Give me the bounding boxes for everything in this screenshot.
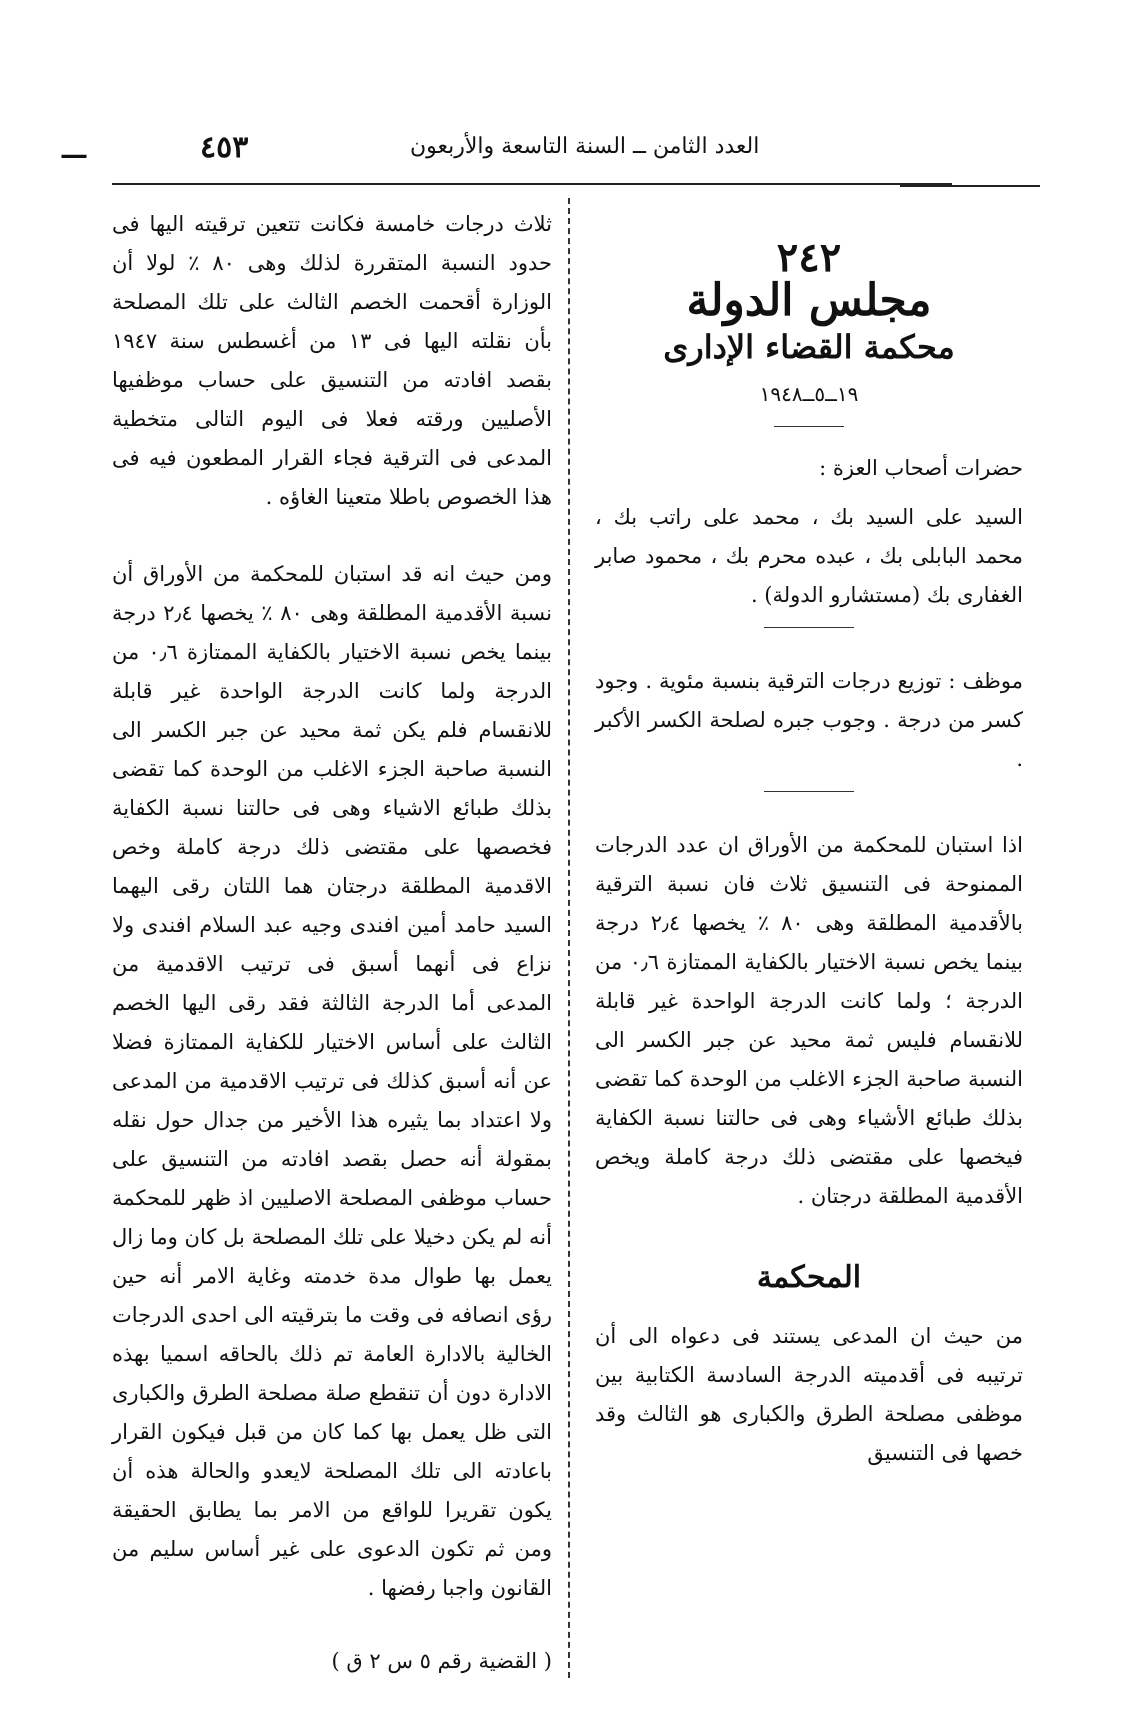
header-rule-right (900, 185, 1040, 187)
subject-rule (764, 791, 854, 792)
left-column (112, 205, 552, 1681)
case-citation: ( القضية رقم ٥ س ٢ ق ) (331, 1649, 552, 1673)
running-title: العدد الثامن ــ السنة التاسعة والأربعون (410, 134, 760, 159)
case-number: ٢٤٢ (776, 234, 842, 281)
page-header (60, 130, 1060, 170)
page-number: ٤٥٣ (200, 130, 249, 165)
date-rule (774, 426, 844, 427)
members-rule (764, 627, 854, 628)
header-dash: — (60, 138, 88, 171)
subject-keywords: موظف : توزيع درجات الترقية بنسبة مئوية . وجود كسر من درجة . وجوب جبره لصلحة الكسر الأكبر . (595, 669, 1023, 771)
court-division: محكمة القضاء الإدارى (663, 328, 955, 366)
left-paragraph-1: ثلاث درجات خامسة فكانت تتعين ترقيته اليها فى حدود النسبة المتقررة لذلك وهى ٨٠ ٪ لولا أن الوزارة أقحمت الخصم الثالث على تلك المصلحة بأن نقلته اليها فى ١٣ من أغسطس سنة ١٩٤٧ بقصد افادته من التنسيق على حساب موظفيها الأصليين ورقته فعلا فى اليوم التالى متخطية المدعى فى الترقية فجاء القرار المطعون فيه فى هذا الخصوص باطلا متعينا الغاؤه . (112, 212, 552, 509)
header-rule (112, 183, 952, 185)
right-column (595, 234, 1023, 1507)
members-heading: حضرات أصحاب العزة : (819, 456, 1023, 480)
summary-principle: اذا استبان للمحكمة من الأوراق ان عدد الدرجات الممنوحة فى التنسيق ثلاث فان نسبة الترقية بالأقدمية المطلقة وهى ٨٠ ٪ يخصها ٢٫٤ درجة بينما يخص نسبة الاختيار بالكفاية الممتازة ٠٫٦ من الدرجة ؛ ولما كانت الدرجة الواحدة غير قابلة للانقسام فليس ثمة محيد عن جبر الكسر الى النسبة صاحبة الجزء الاغلب من الوحدة كما تقضى بذلك طبائع الأشياء وهى فى حالتنا نسبة الكفاية فيخصها على مقتضى ذلك درجة كاملة ويخص الأقدمية المطلقة درجتان . (595, 833, 1023, 1208)
court-name: مجلس الدولة (686, 275, 932, 326)
court-heading: المحكمة (756, 1260, 862, 1295)
left-paragraph-2: ومن حيث انه قد استبان للمحكمة من الأوراق أن نسبة الأقدمية المطلقة وهى ٨٠ ٪ يخصها ٢٫٤ درجة بينما يخص نسبة الاختيار بالكفاية الممتازة ٠٫٦ من الدرجة ولما كانت الدرجة الواحدة غير قابلة للانقسام فلم يكن ثمة محيد عن جبر الكسر الى النسبة صاحبة الجزء الاغلب من الوحدة كما تقضى بذلك طبائع الاشياء وهى فى حالتنا نسبة الكفاية فخصصها على مقتضى ذلك درجة كاملة وخص الاقدمية المطلقة درجتان هما اللتان رقى اليهما السيد حامد أمين افندى وجيه عبد السلام افندى ولا نزاع فى أنهما أسبق فى ترتيب الاقدمية من المدعى أما الدرجة الثالثة فقد رقى اليها الخصم الثالث على أساس الاختيار للكفاية الممتازة فضلا عن أنه أسبق كذلك فى ترتيب الاقدمية من المدعى ولا اعتداد بما يثيره هذا الأخير من جدال حول نقله بمقولة أنه حصل بقصد افادته من التنسيق على حساب موظفى المصلحة الاصليين اذ ظهر للمحكمة أنه لم يكن دخيلا على تلك المصلحة بل كان وما زال يعمل بها طوال مدة خدمته وغاية الامر أنه حين رؤى انصافه فى وقت ما بترقيته الى احدى الدرجات الخالية بالادارة العامة تم ذلك بالحاقه اسميا بهذه الادارة دون أن تنقطع صلة مصلحة الطرق والكبارى التى ظل يعمل بها كما كان من قبل فيكون القرار باعادته الى تلك المصلحة لايعدو والحالة هذه أن يكون تقريرا للواقع من الامر بما يطابق الحقيقة ومن ثم تكون الدعوى على غير أساس سليم من القانون واجبا رفضها . (112, 562, 552, 1600)
members-list: السيد على السيد بك ، محمد على راتب بك ، محمد البابلى بك ، عبده محرم بك ، محمود صابر الغفارى بك (مستشارو الدولة) . (595, 505, 1023, 607)
court-text: من حيث ان المدعى يستند فى دعواه الى أن ترتيبه فى أقدميته الدرجة السادسة الكتابية بين موظفى مصلحة الطرق والكبارى هو الثالث وقد خصها فى التنسيق (595, 1324, 1023, 1465)
column-divider (568, 198, 571, 1678)
decision-date: ١٩ــ٥ــ١٩٤٨ (759, 382, 859, 406)
